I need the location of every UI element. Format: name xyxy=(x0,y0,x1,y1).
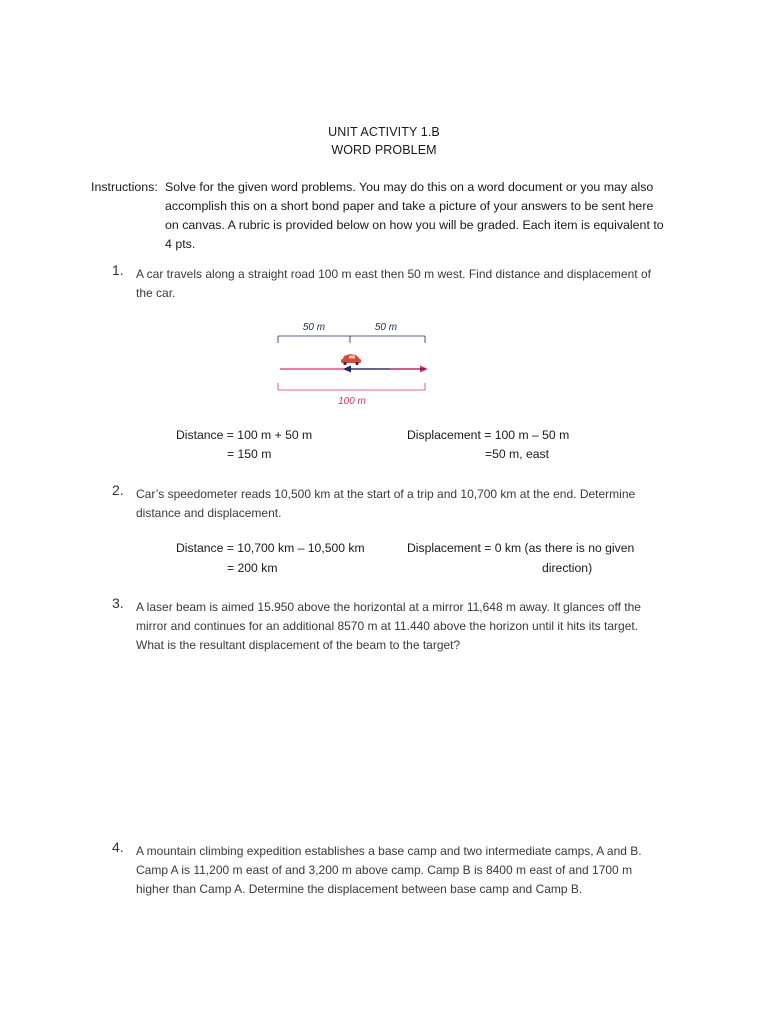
page-subtitle: WORD PROBLEM xyxy=(331,143,437,157)
question-text xyxy=(136,842,676,900)
question-number: 4. xyxy=(112,839,124,855)
question-text xyxy=(136,265,676,303)
car-icon xyxy=(341,354,361,365)
q2-distance-line1: Distance = 10,700 km – 10,500 km xyxy=(176,541,365,555)
question-number: 1. xyxy=(112,262,124,278)
question-line: higher than Camp A. Determine the displacement between base camp and Camp B. xyxy=(136,882,583,897)
back-arrowhead xyxy=(343,366,351,373)
question-line: Car’s speedometer reads 10,500 km at the start of a trip and 10,700 km at the end. Determine xyxy=(136,487,636,501)
question-text xyxy=(136,485,676,523)
question-line: A car travels along a straight road 100 m east then 50 m west. Find distance and displacement of xyxy=(136,267,651,281)
q1-distance-line2: = 150 m xyxy=(227,447,272,461)
question-line: the car. xyxy=(136,286,176,301)
q2-displacement-line1: Displacement = 0 km (as there is no given xyxy=(407,541,635,555)
page-title: UNIT ACTIVITY 1.B xyxy=(328,125,440,139)
question-text xyxy=(136,598,676,656)
question-number: 2. xyxy=(112,482,124,498)
label-right-50m: 50 m xyxy=(374,322,398,333)
instructions-line: on canvas. A rubric is provided below on how you will be graded. Each item is equivalent to xyxy=(165,218,664,232)
question-line: A laser beam is aimed 15.950 above the horizontal at a mirror 11,648 m away. It glances off the xyxy=(136,600,641,614)
instructions-line: accomplish this on a short bond paper and take a picture of your answers to be sent here xyxy=(165,199,654,213)
q2-distance-line2: = 200 km xyxy=(227,561,278,575)
q1-displacement-line2: =50 m, east xyxy=(485,447,550,461)
q2-displacement-line2: direction) xyxy=(542,561,593,575)
displacement-diagram xyxy=(270,315,440,410)
instructions-line: 4 pts. xyxy=(165,237,196,251)
question-number: 3. xyxy=(112,595,124,611)
question-line: distance and displacement. xyxy=(136,506,282,521)
label-bottom-100m: 100 m xyxy=(338,396,366,407)
question-line: mirror and continues for an additional 8570 m at 11.440 above the horizon until it hits its target. xyxy=(136,619,639,634)
question-line: A mountain climbing expedition establishes a base camp and two intermediate camps, A and B. xyxy=(136,844,642,858)
instructions-label: Instructions: xyxy=(91,180,158,194)
question-line: Camp A is 11,200 m east of and 3,200 m above camp. Camp B is 8400 m east of and 1700 m xyxy=(136,863,633,878)
instructions-line: Solve for the given word problems. You may do this on a word document or you may also xyxy=(165,180,654,194)
q1-distance-line1: Distance = 100 m + 50 m xyxy=(176,428,313,442)
label-left-50m: 50 m xyxy=(302,322,326,333)
q1-displacement-line1: Displacement = 100 m – 50 m xyxy=(407,428,570,442)
question-line: What is the resultant displacement of the beam to the target? xyxy=(136,638,461,653)
